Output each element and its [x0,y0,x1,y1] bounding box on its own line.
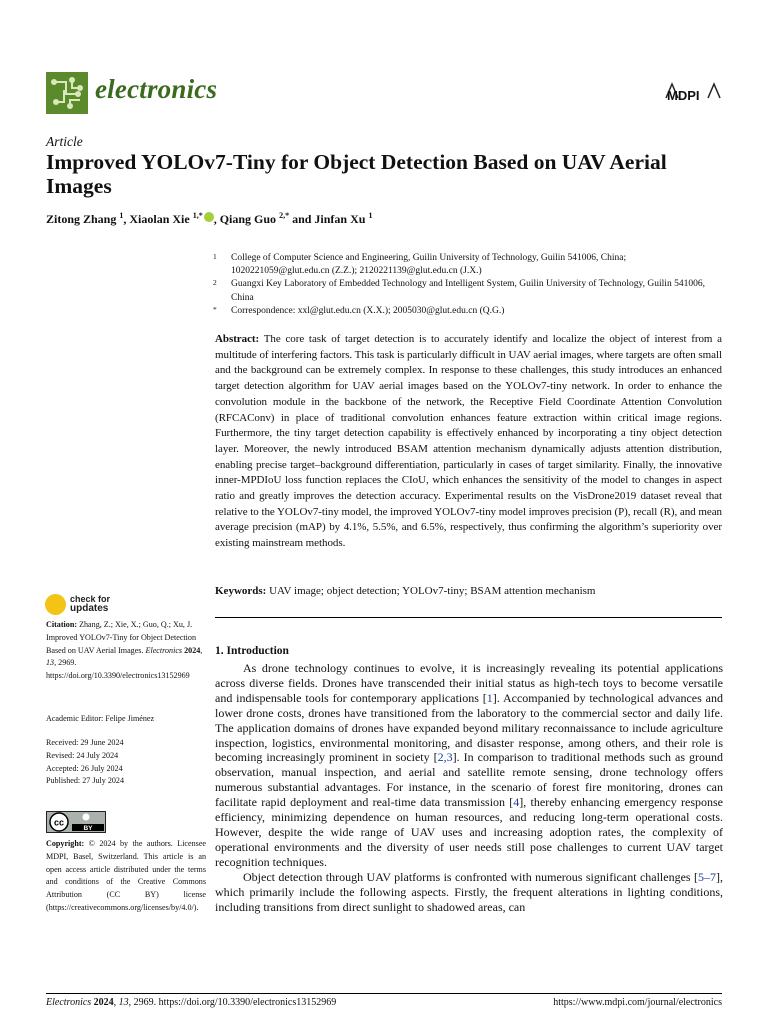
section-heading: 1. Introduction [215,645,289,657]
citation-link[interactable]: 1 [486,690,493,705]
author-name: Jinfan Xu [314,212,366,226]
divider [215,617,722,618]
orcid-icon[interactable] [204,212,214,222]
check-updates-line2: updates [70,603,109,614]
footer-doi[interactable]: , 2969. https://doi.org/10.3390/electronics13152969 [128,997,337,1008]
author-affil: 1 [368,211,373,220]
accepted-date: Accepted: 26 July 2024 [46,763,123,773]
circuit-icon [46,72,88,114]
copyright-text: © 2024 by the authors. Licensee MDPI, Basel, Switzerland. This article is an open access article distributed under the terms and conditions of the Creative Commons Attribution (CC BY) license (https://creativecommons.org/licenses/by/4.0/). [46,839,207,912]
citation-text: Zhang, Z.; Xie, X.; Guo, Q.; Xu, J. Improved YOLOv7-Tiny for Object Detection Based on UAV Aerial Images. [46,620,197,655]
author-affil: 1 [119,211,124,220]
published-date: Published: 27 July 2024 [46,776,125,786]
academic-editor: Academic Editor: Felipe Jiménez [46,714,155,723]
author-affil: 1,* [192,211,203,220]
author-name: Zitong Zhang [46,212,117,226]
mdpi-icon [662,80,724,106]
footer-divider [46,993,722,994]
paper-title: Improved YOLOv7-Tiny for Object Detection Based on UAV Aerial Images [46,150,667,198]
abstract [215,332,722,552]
cc-label: cc [53,817,65,828]
article-type: Article [46,134,83,149]
copyright [46,838,206,915]
check-updates-line1: check for [70,594,111,604]
citation-link[interactable]: 5–7 [698,869,716,884]
publisher-label: MDPI [667,88,700,103]
author-list: Zitong Zhang $^1$, Xiaolan Xie $^{1,*}$ , Qiang Guo $^{2,*}$ and Jinfan Xu $^1$ [46,211,373,226]
footer-url[interactable]: https://www.mdpi.com/journal/electronics [553,997,722,1008]
keywords-text: UAV image; object detection; YOLOv7-tiny; BSAM attention mechanism [269,585,596,597]
check-for-updates[interactable] [45,594,125,616]
citation: Citation: Zhang, Z.; Xie, X.; Guo, Q.; Xu, J. Improved YOLOv7-Tiny for Object Detection Based on UAV Aerial Images. Electronics 2024, 13, 2969. https://doi.org/10.3390/electronics13152969 [46,620,203,681]
copyright-label: Copyright: [46,839,85,848]
author-name: Qiang Guo [219,212,277,226]
author-name: Xiaolan Xie [129,212,190,226]
revised-date: Revised: 24 July 2024 [46,750,119,760]
check-updates-icon [45,594,66,615]
affiliation-item: 2 Guangxi Key Laboratory of Embedded Technology and Intelligent System, Guilin University of Technology, Guilin 541006, China [213,278,705,303]
keywords [215,584,722,599]
by-label: BY [83,825,93,832]
journal-logo [46,72,88,114]
citation-doi[interactable]: , 2969. https://doi.org/10.3390/electronics13152969 [46,658,190,681]
author-affil: 2,* [279,211,290,220]
citation-link[interactable]: 4 [513,795,520,810]
journal-name: electronics [95,74,218,104]
citation-link[interactable]: 2,3 [437,750,453,765]
paragraph: As drone technology continues to evolve, it is increasingly revealing its potential applications across diverse fields. Drones have transcended their initial status as high-tech toys to become versatile and indispensable tools for contemporary applications [1]. Accompanied by technological advances and lower drone costs, drones have transitioned from the laboratory to the commercial sector and daily life. The application domains of drones have expanded beyond military reconnaissance to include agriculture inspection, logistics, environmental monitoring, and disaster response, among others, and their role is becoming increasingly prominent in society [2,3]. In comparison to traditional methods such as ground observation, manual inspection, and aerial and satellite remote sensing, drone technology offers numerous substantial advantages. For instance, in the scenario of forest fire monitoring, drones can facilitate rapid deployment and real-time data transmission [4], thereby enhancing emergency response efficiency, minimizing dependence on human resources, and reducing long-term operational costs. However, despite the wide range of UAV uses and increasing adoption rates, the complexity of operational environments and the diversity of user needs still pose challenges to current UAV target recognition techniques. [215,661,723,869]
cc-by-badge[interactable] [46,811,106,833]
dates [46,737,206,788]
mdpi-logo [662,80,724,106]
affiliation-item: 1 College of Computer Science and Engineering, Guilin University of Technology, Guilin 541006, China; 1020221059@glut.edu.cn (Z.Z.); 2120221139@glut.edu.cn (J.X.) [213,252,627,277]
received-date: Received: 29 June 2024 [46,738,124,747]
footer-citation: Electronics 2024, 13, 2969. https://doi.org/10.3390/electronics13152969 [46,997,337,1008]
section-body [215,661,723,914]
cc-by-icon [46,811,106,833]
paragraph: Object detection through UAV platforms is confronted with numerous significant challenges [5–7], which primarily include the following aspects. Firstly, the frequent alterations in lighting conditions, including transitions from direct sunlight to shadowed areas, can [215,869,723,914]
citation-label: Citation: [46,620,78,629]
affiliations [213,252,723,318]
correspondence: * Correspondence: xxl@glut.edu.cn (X.X.); 2005030@glut.edu.cn (Q.G.) [213,304,505,316]
abstract-text: The core task of target detection is to accurately identify and localize the object of interest from a multitude of interfering factors. This task is particularly difficult in UAV aerial images, where targets are often small and the background can be extremely complex. In response to these challenges, this study introduces an enhanced target detection algorithm for UAV aerial images based on the YOLOv7-tiny network. In order to enhance the convolution module in the backbone of the network, the Receptive Field Coordinate Attention Convolution (RFCAConv) in place of traditional convolution enhances feature extraction within critical image regions. Furthermore, the tiny target detection capability is effectively enhanced by incorporating a tiny object detection layer. Moreover, the newly introduced BSAM attention mechanism dynamically adjusts attention distribution, enabling precise target–background differentiation, particularly in cases of target similarity. Finally, the innovative inner-MPDIoU loss function replaces the CIoU, which enhances the sensitivity of the model to changes in aspect ratio and greatly improves the detection accuracy. Experimental results on the VisDrone2019 dataset reveal that relative to the YOLOv7-tiny model, the improved YOLOv7-tiny model improves precision (P), recall (R), and mean average precision (mAP) by 4.1%, 5.5%, and 6.5%, respectively, thus confirming the algorithm’s superiority over existing mainstream methods. [215,333,722,550]
abstract-label: Abstract: [215,333,260,345]
keywords-label: Keywords: [215,585,267,597]
